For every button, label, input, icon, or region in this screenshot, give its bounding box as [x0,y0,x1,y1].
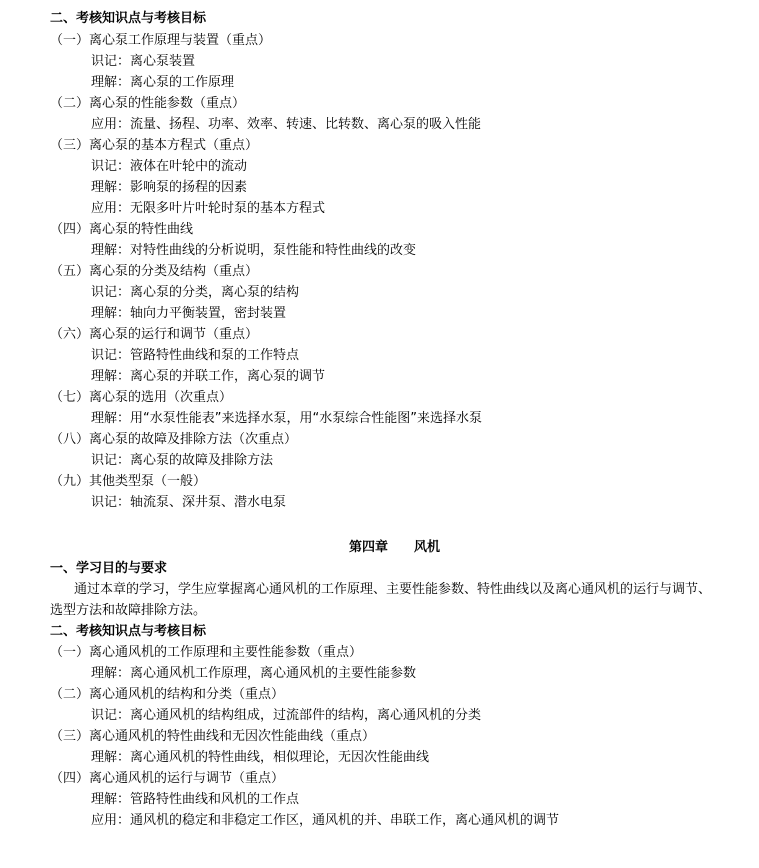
topic-item: 识记：液体在叶轮中的流动 [91,159,248,174]
topic-title: （九）其他类型泵（一般） [50,474,207,489]
topic-item: 识记：离心泵的分类，离心泵的结构 [91,285,300,300]
topic-item: 识记：轴流泵、深井泵、潜水电泵 [91,495,287,510]
topic-item: 理解：离心通风机工作原理，离心通风机的主要性能参数 [91,666,417,681]
topic-title: （二）离心泵的性能参数（重点） [50,96,246,111]
topic-item: 理解：离心泵的工作原理 [91,75,235,90]
topic-title: （三）离心泵的基本方程式（重点） [50,138,259,153]
topic-title: （七）离心泵的选用（次重点） [50,390,233,405]
topic-item: 应用：通风机的稳定和非稳定工作区，通风机的并、串联工作，离心通风机的调节 [91,813,560,828]
topic-title: （六）离心泵的运行和调节（重点） [50,327,259,342]
topic-title: （五）离心泵的分类及结构（重点） [50,264,259,279]
topic-item: 理解：用“水泵性能表”来选择水泵，用“水泵综合性能图”来选择水泵 [91,411,482,426]
topic-item: 识记：离心泵的故障及排除方法 [91,453,274,468]
topic-item: 应用：无限多叶片叶轮时泵的基本方程式 [91,201,326,216]
goal-paragraph-line: 选型方法和故障排除方法。 [50,603,207,618]
topic-title: （八）离心泵的故障及排除方法（次重点） [50,432,298,447]
topic-item: 识记：离心通风机的结构组成，过流部件的结构，离心通风机的分类 [91,708,482,723]
chapter-title [0,537,759,558]
topic-title: （三）离心通风机的特性曲线和无因次性能曲线（重点） [50,729,376,744]
topic-title: （四）离心通风机的运行与调节（重点） [50,771,285,786]
topic-title: （一）离心通风机的工作原理和主要性能参数（重点） [50,645,363,660]
topic-title: （一）离心泵工作原理与装置（重点） [50,33,272,48]
goal-paragraph-line: 通过本章的学习，学生应掌握离心通风机的工作原理、主要性能参数、特性曲线以及离心通风机的运行与调节、 [74,582,712,597]
chapter-number: 第四章 [348,540,388,555]
topic-item: 理解：离心通风机的特性曲线，相似理论，无因次性能曲线 [91,750,430,765]
topic-title: （二）离心通风机的结构和分类（重点） [50,687,285,702]
topic-item: 理解：轴向力平衡装置，密封装置 [91,306,287,321]
topic-title: （四）离心泵的特性曲线 [50,222,194,237]
topic-item: 识记：离心泵装置 [91,54,196,69]
topic-item: 理解：对特性曲线的分析说明，泵性能和特性曲线的改变 [91,243,417,258]
section-heading-assessment-1: 二、考核知识点与考核目标 [50,11,207,26]
topic-item: 理解：影响泵的扬程的因素 [91,180,248,195]
topic-item: 理解：离心泵的并联工作，离心泵的调节 [91,369,326,384]
topic-item: 理解：管路特性曲线和风机的工作点 [91,792,300,807]
section-heading-assessment-2: 二、考核知识点与考核目标 [50,624,207,639]
topic-item: 应用：流量、扬程、功率、效率、转速、比转数、离心泵的吸入性能 [91,117,482,132]
section-heading-goals: 一、学习目的与要求 [50,561,168,576]
topic-item: 识记：管路特性曲线和泵的工作特点 [91,348,300,363]
chapter-name: 风机 [414,540,441,555]
